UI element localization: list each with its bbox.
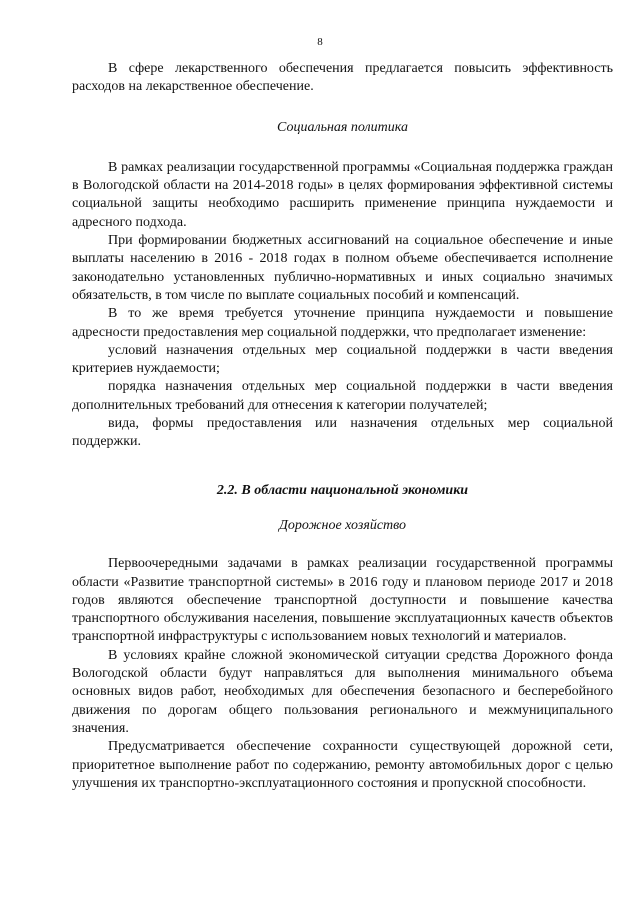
subsection-heading-road-economy: Дорожное хозяйство <box>278 517 407 533</box>
spacer <box>72 137 613 159</box>
paragraph-budget-allocations: При формировании бюджетных ассигнований на социальное обеспечение и иные выплаты населению в 2016 - 2018 годах в полном объеме обеспечивается исполнение законодательно установленных публично-нормативных и иных социально значимых обязательств, в том числе по выплате социальных пособий и компенсаций. <box>72 233 613 303</box>
spacer <box>72 97 613 119</box>
paragraph-list-item-conditions: условий назначения отдельных мер социальной поддержки в части введения критериев нуждаемости; <box>72 342 613 377</box>
paragraph-drug-provision: В сфере лекарственного обеспечения предлагается повысить эффективность расходов на лекарственное обеспечение. <box>72 61 613 95</box>
section-heading-national-economy: 2.2. В области национальной экономики <box>216 482 469 498</box>
paragraph-road-network-preservation: Предусматривается обеспечение сохранности существующей дорожной сети, приоритетное выполнение работ по содержанию, ремонту автомобильных дорог с целью улучшения их транспортно-эксплуатационного состояния и пропускной способности. <box>72 739 613 791</box>
paragraph-list-item-procedure: порядка назначения отдельных мер социальной поддержки в части введения дополнительных требований для отнесения к категории получателей; <box>72 379 613 413</box>
paragraph-need-principle: В то же время требуется уточнение принципа нуждаемости и повышение адресности предоставления мер социальной поддержки, что предполагает изменение: <box>72 306 613 340</box>
paragraph-road-fund: В условиях крайне сложной экономической ситуации средства Дорожного фонда Вологодской области будут направляться для выполнения минимального объема основных видов работ, необходимых для обеспечения безопасного и бесперебойного движения по дорогам общего пользования регионального и межмуниципального значения. <box>72 647 613 736</box>
document-body <box>72 60 613 793</box>
paragraph-social-support-program: В рамках реализации государственной программы «Социальная поддержка граждан в Вологодской области на 2014-2018 годы» в целях формирования эффективной системы социальной защиты необходимо расширить применение принципа нуждаемости и адресного подхода. <box>72 159 613 230</box>
section-heading-social-policy: Социальная политика <box>277 119 408 135</box>
spacer <box>72 452 613 482</box>
spacer <box>72 535 613 555</box>
page-number: 8 <box>317 36 323 48</box>
paragraph-list-item-form: вида, формы предоставления или назначения отдельных мер социальной поддержки. <box>72 416 613 450</box>
paragraph-transport-program: Первоочередными задачами в рамках реализации государственной программы области «Развитие транспортной системы» в 2016 году и плановом периоде 2017 и 2018 годов являются обеспечение транспортной доступности и повышение качества транспортного обслуживания населения, повышение эксплуатационных качеств объектов транспортной инфраструктуры с использованием новых технологий и материалов. <box>72 556 613 645</box>
spacer <box>72 500 613 517</box>
